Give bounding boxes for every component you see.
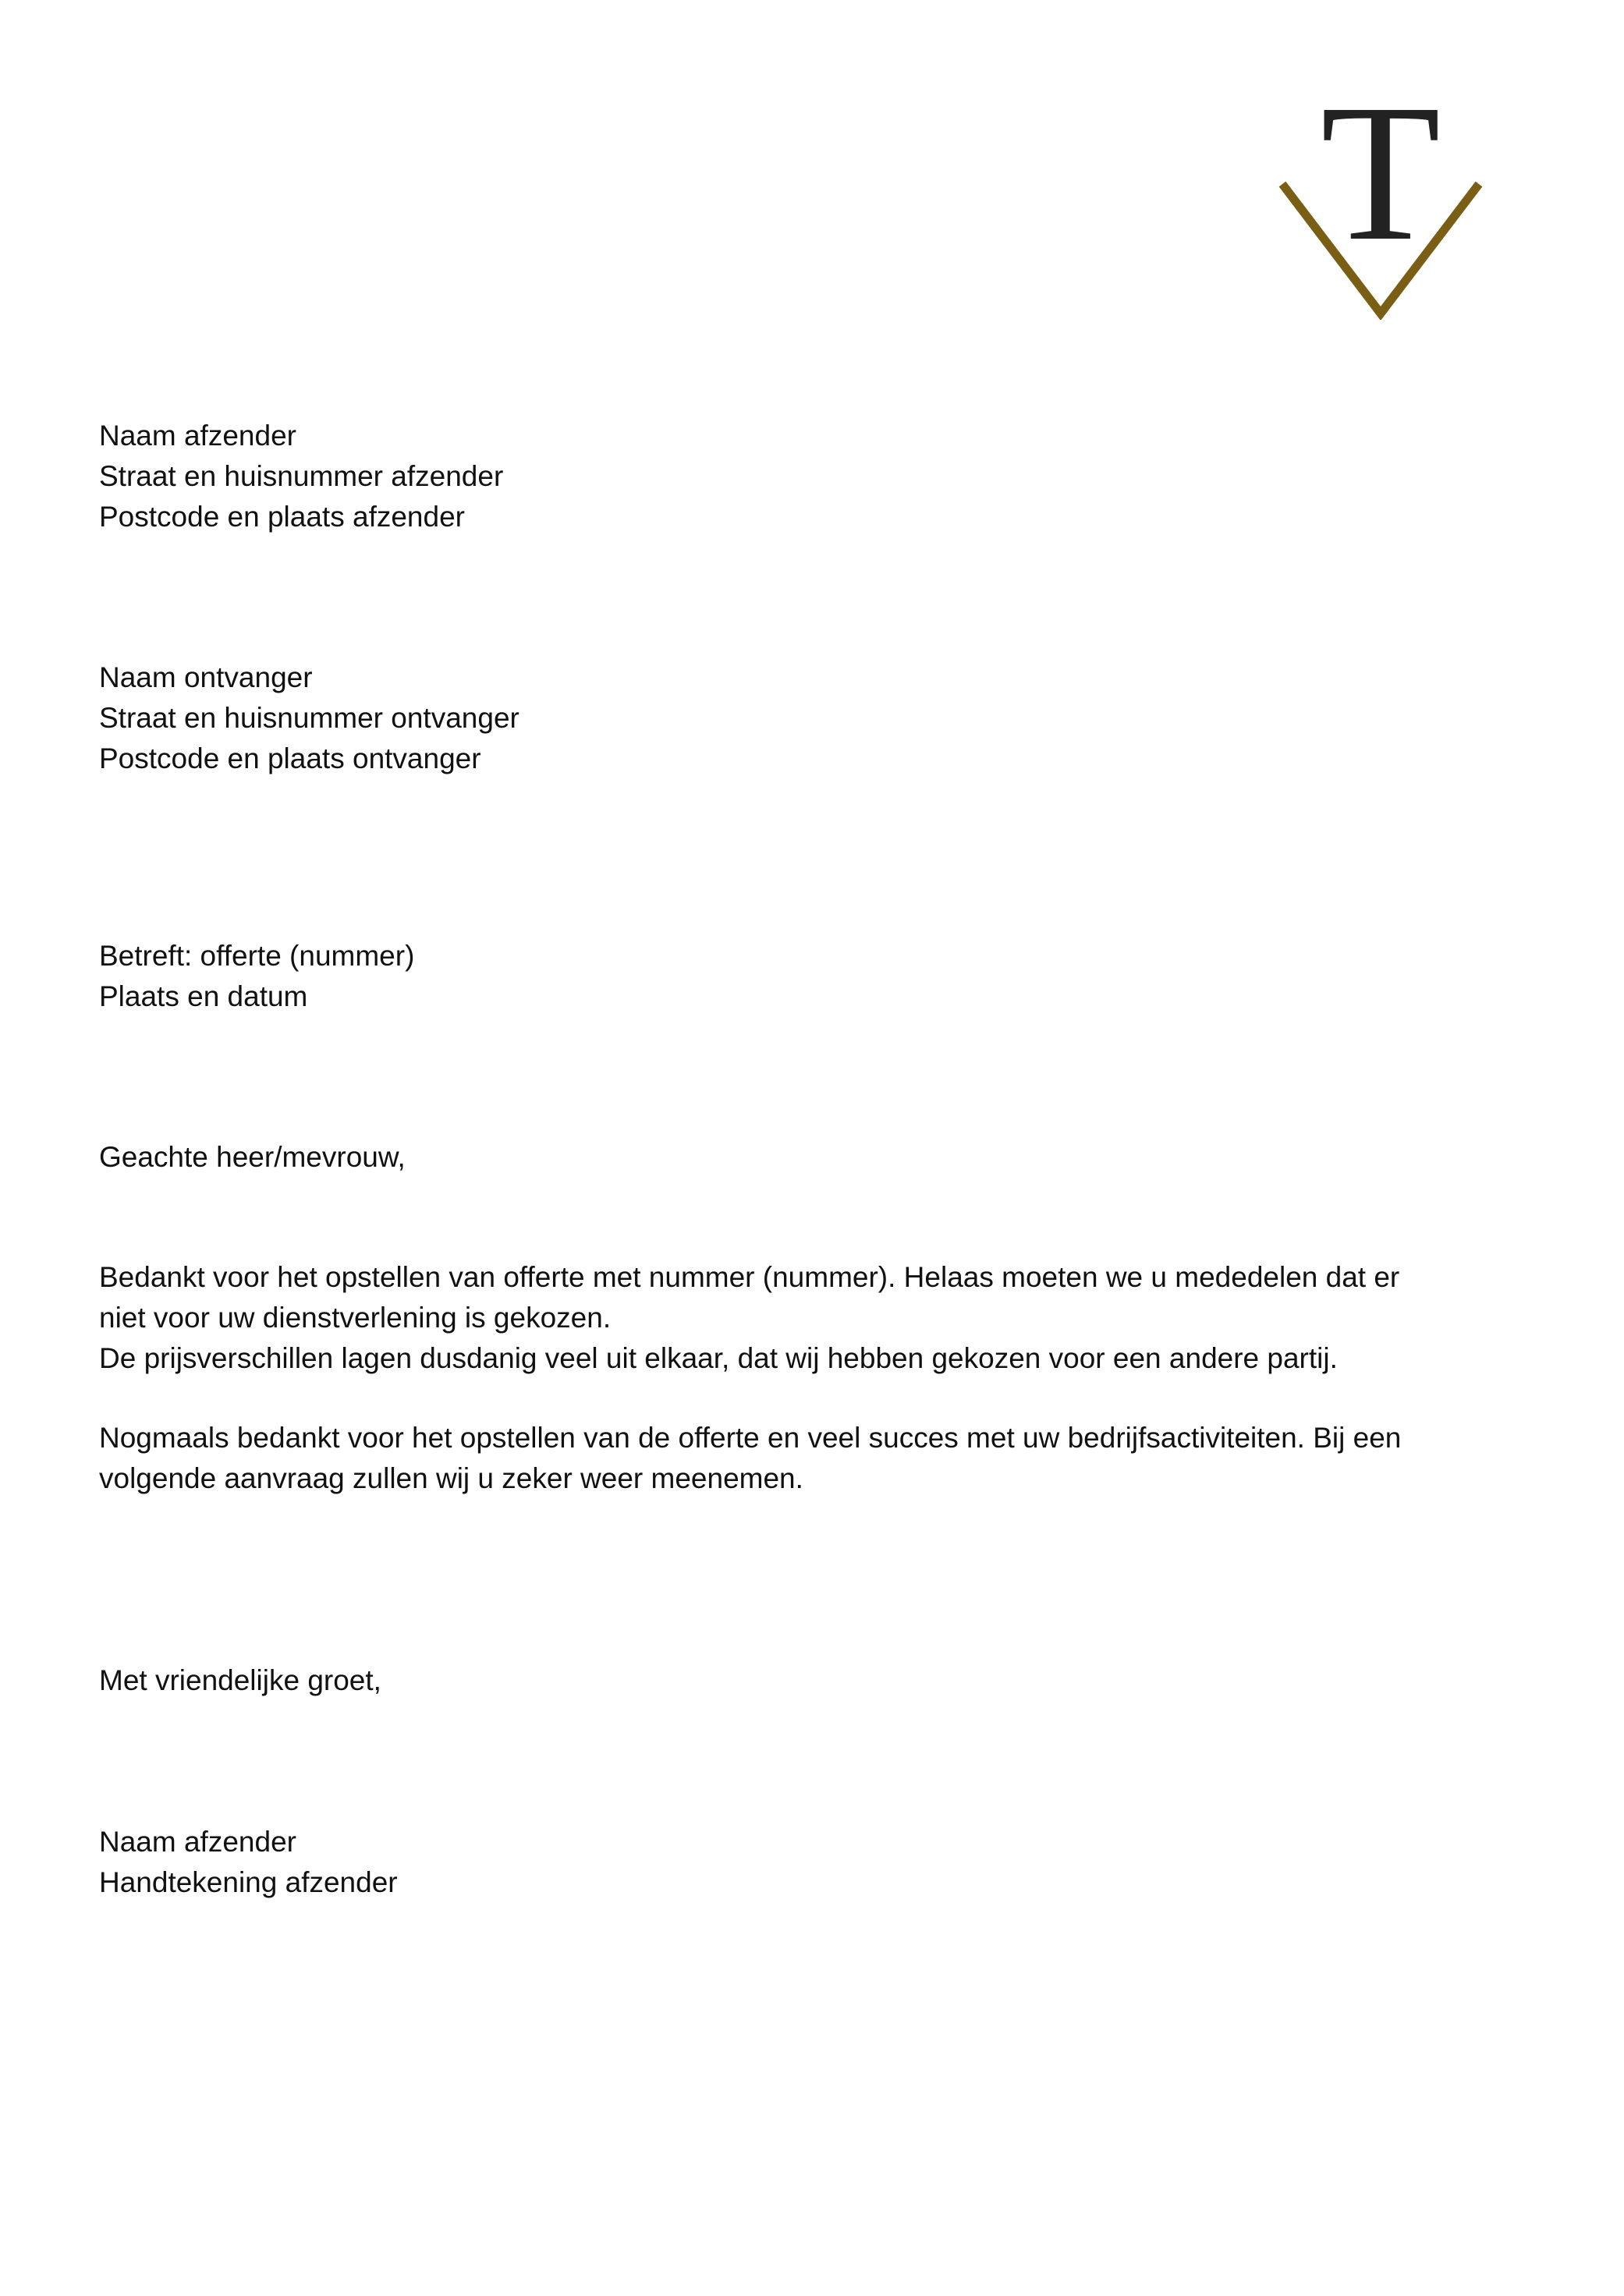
company-logo bbox=[1278, 94, 1484, 320]
body-line: niet voor uw dienstverlening is gekozen. bbox=[99, 1302, 612, 1334]
body-paragraph-2 bbox=[99, 1418, 1503, 1499]
sender-name: Naam afzender bbox=[99, 420, 296, 452]
recipient-address bbox=[99, 657, 519, 779]
logo-letter: T bbox=[1321, 94, 1441, 282]
signature-name: Naam afzender bbox=[99, 1826, 296, 1858]
salutation-text: Geachte heer/mevrouw, bbox=[99, 1141, 406, 1173]
signature-block bbox=[99, 1822, 398, 1903]
subject-line: Betreft: offerte (nummer) bbox=[99, 940, 415, 972]
body-line: Nogmaals bedankt voor het opstellen van de offerte en veel succes met uw bedrijfsactiviteiten. Bij een bbox=[99, 1422, 1402, 1454]
signature-line: Handtekening afzender bbox=[99, 1866, 398, 1898]
reference-block bbox=[99, 936, 414, 1017]
body-line: Bedankt voor het opstellen van offerte met nummer (nummer). Helaas moeten we u mededelen dat er bbox=[99, 1261, 1400, 1293]
recipient-street: Straat en huisnummer ontvanger bbox=[99, 702, 519, 734]
recipient-city: Postcode en plaats ontvanger bbox=[99, 742, 481, 774]
body-line: volgende aanvraag zullen wij u zeker weer meenemen. bbox=[99, 1462, 803, 1494]
sender-address bbox=[99, 416, 503, 537]
closing bbox=[99, 1660, 381, 1701]
sender-city: Postcode en plaats afzender bbox=[99, 501, 465, 533]
closing-text: Met vriendelijke groet, bbox=[99, 1664, 381, 1696]
sender-street: Straat en huisnummer afzender bbox=[99, 460, 504, 492]
salutation bbox=[99, 1137, 406, 1178]
body-line: De prijsverschillen lagen dusdanig veel uit elkaar, dat wij hebben gekozen voor een andere partij. bbox=[99, 1342, 1338, 1374]
place-date-line: Plaats en datum bbox=[99, 980, 308, 1012]
recipient-name: Naam ontvanger bbox=[99, 661, 313, 693]
body-paragraph-1 bbox=[99, 1257, 1503, 1379]
